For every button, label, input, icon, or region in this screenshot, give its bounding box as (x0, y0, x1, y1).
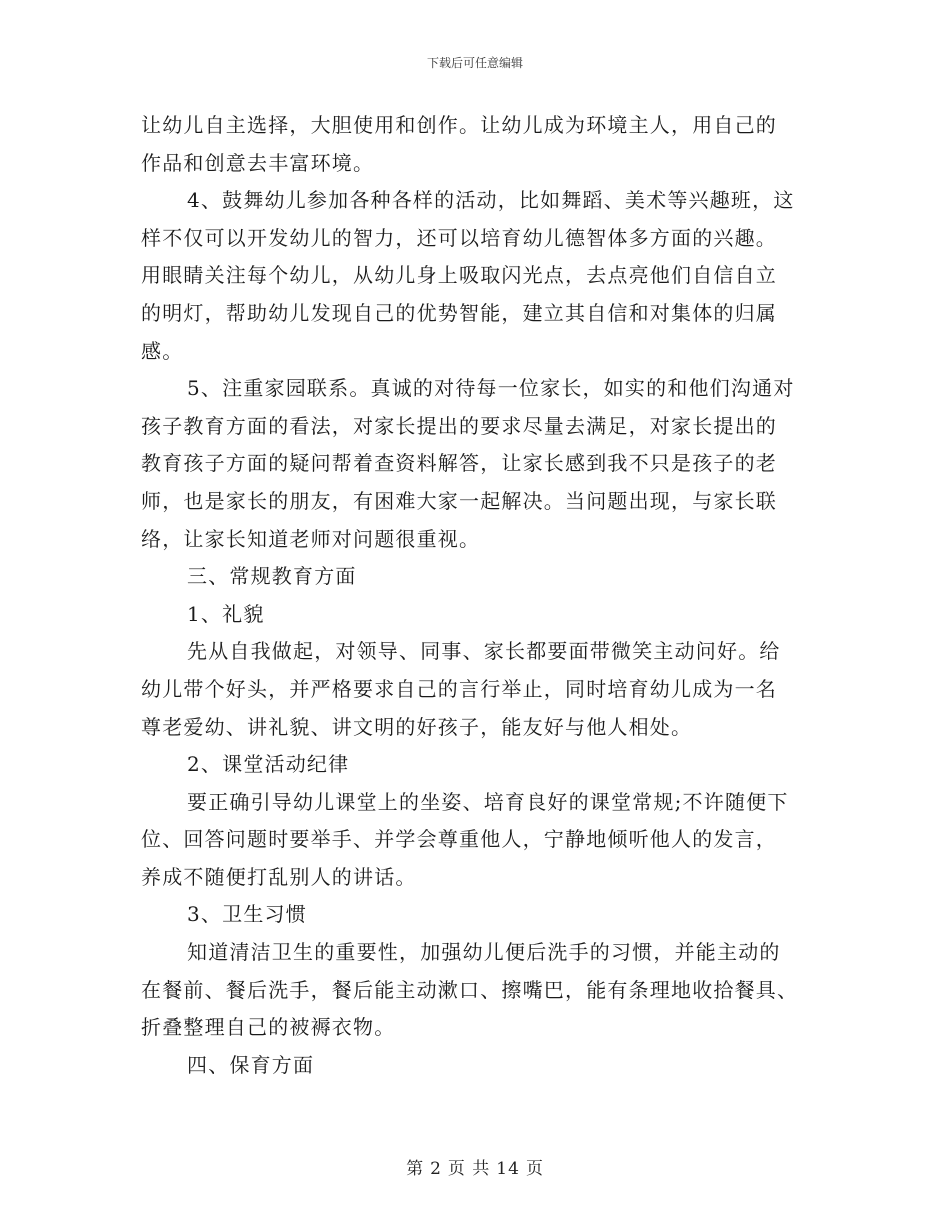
body-line: 要正确引导幼儿课堂上的坐姿、培育良好的课堂常规;不许随便下 (187, 789, 789, 814)
page-header: 下载后可任意编辑 (426, 56, 523, 70)
page-number: 2 (430, 1159, 442, 1179)
paragraph-5-start: 5、注重家园联系。真诚的对待每一位家长，如实的和他们沟通对 (187, 376, 795, 401)
footer-prefix: 第 (406, 1159, 425, 1179)
body-line: 让幼儿自主选择，大胆使用和创作。让幼儿成为环境主人，用自己的 (141, 113, 777, 137)
body-line: 幼儿带个好头，并严格要求自己的言行举止，同时培育幼儿成为一名 (141, 676, 777, 701)
body-line: 络，让家长知道老师对问题很重视。 (141, 526, 481, 551)
body-line: 孩子教育方面的看法，对家长提出的要求尽量去满足，对家长提出的 (141, 413, 777, 438)
body-line: 位、回答问题时要举手、并学会尊重他人，宁静地倾听他人的发言， (141, 827, 777, 852)
footer-suffix: 页 (525, 1159, 544, 1179)
body-line: 在餐前、餐后洗手，餐后能主动漱口、擦嘴巴，能有条理地收拾餐具、 (141, 977, 799, 1002)
body-line: 感。 (141, 338, 184, 363)
subheading-hygiene: 3、卫生习惯 (187, 902, 307, 927)
document-body (141, 107, 811, 1084)
body-line: 尊老爱幼、讲礼貌、讲文明的好孩子，能友好与他人相处。 (141, 714, 693, 739)
subheading-etiquette: 1、礼貌 (187, 601, 265, 626)
body-line: 师，也是家长的朋友，有困难大家一起解决。当问题出现，与家长联 (141, 488, 777, 513)
body-line: 用眼睛关注每个幼儿，从幼儿身上吸取闪光点，去点亮他们自信自立 (141, 263, 777, 288)
body-line: 教育孩子方面的疑问帮着查资料解答，让家长感到我不只是孩子的老 (141, 451, 777, 476)
body-line: 作品和创意去丰富环境。 (141, 150, 375, 175)
page-footer (0, 1154, 950, 1179)
body-line: 养成不随便打乱别人的讲话。 (141, 864, 417, 889)
body-line: 的明灯，帮助幼儿发现自己的优势智能，建立其自信和对集体的归属 (141, 300, 777, 325)
subheading-classroom: 2、课堂活动纪律 (187, 752, 350, 777)
total-pages: 14 (496, 1159, 520, 1179)
body-line: 知道清洁卫生的重要性，加强幼儿便后洗手的习惯，并能主动的 (187, 940, 781, 965)
section-heading-3: 三、常规教育方面 (187, 564, 357, 589)
footer-middle: 页 共 (447, 1159, 491, 1179)
paragraph-4-start: 4、鼓舞幼儿参加各种各样的活动，比如舞蹈、美术等兴趣班，这 (187, 188, 795, 213)
body-line: 折叠整理自己的被褥衣物。 (141, 1015, 396, 1040)
body-line: 先从自我做起，对领导、同事、家长都要面带微笑主动问好。给 (187, 639, 781, 664)
body-line: 样不仅可以开发幼儿的智力，还可以培育幼儿德智体多方面的兴趣。 (141, 225, 777, 250)
section-heading-4: 四、保育方面 (187, 1052, 315, 1077)
